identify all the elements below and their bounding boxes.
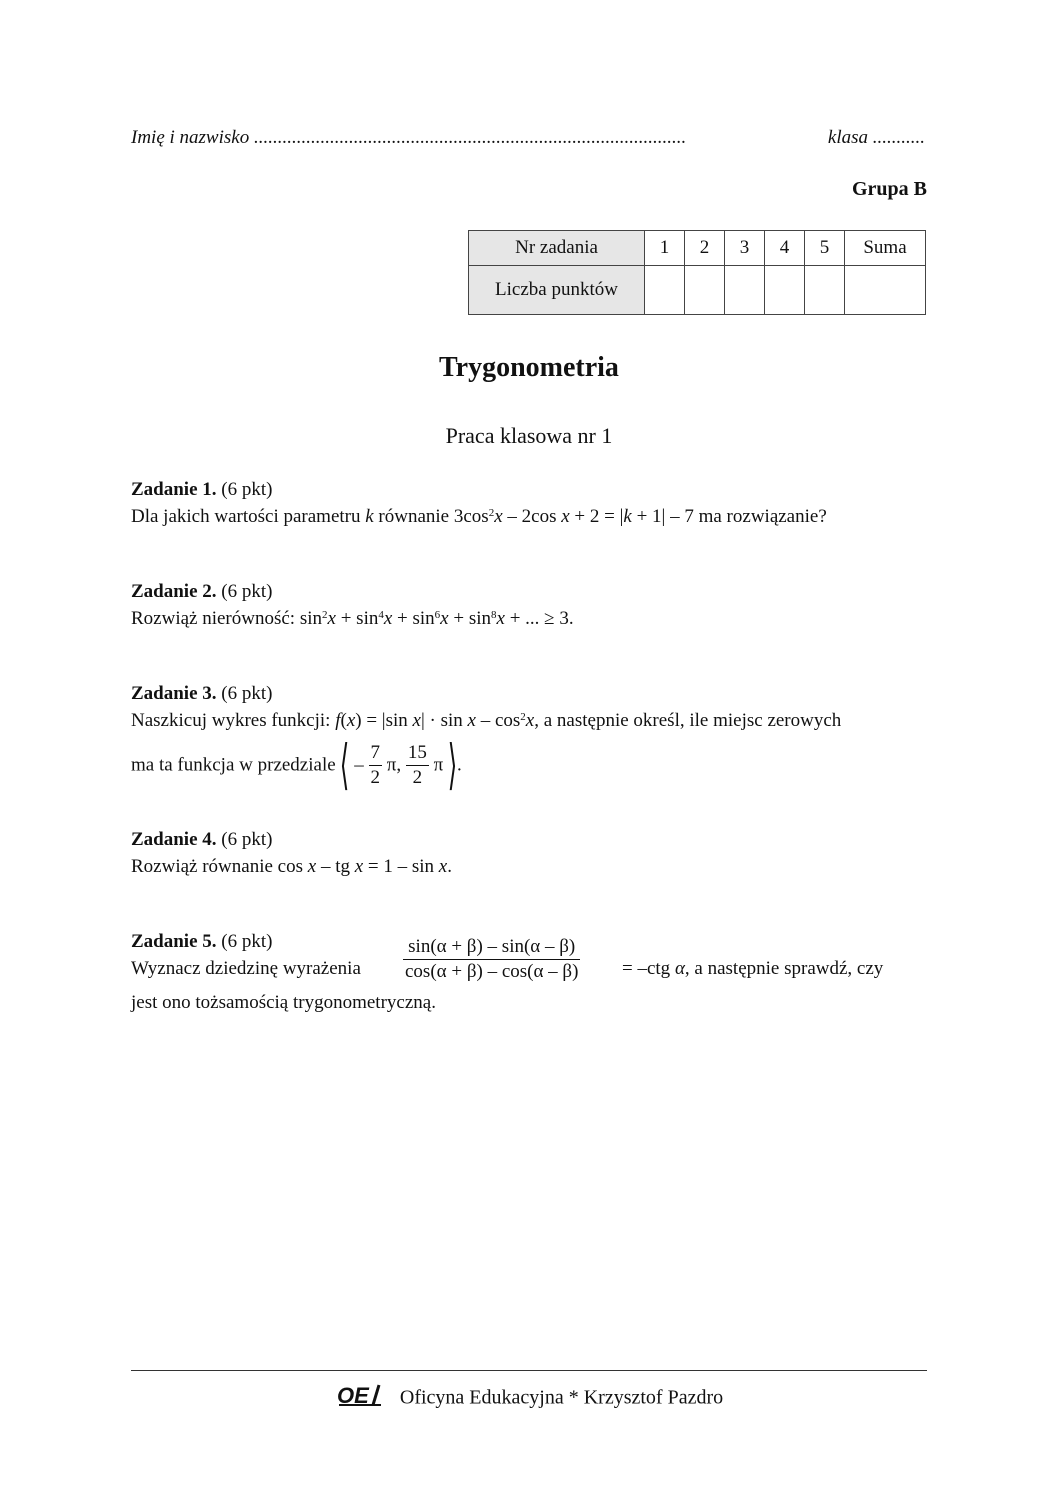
points-cell-sum[interactable] xyxy=(845,266,926,315)
task-points: (6 pkt) xyxy=(221,683,273,704)
publisher-logo xyxy=(335,1383,387,1413)
sum-column: Suma xyxy=(845,231,926,266)
task-title: Zadanie 4. xyxy=(131,829,217,850)
score-table-points-row xyxy=(469,266,926,315)
task-column-2: 2 xyxy=(685,231,725,266)
footer-divider xyxy=(131,1370,927,1371)
points-cell-3[interactable] xyxy=(725,266,765,315)
task-points: (6 pkt) xyxy=(221,581,273,602)
points-cell-4[interactable] xyxy=(765,266,805,315)
task-heading xyxy=(131,680,927,707)
score-table-header-row xyxy=(469,231,926,266)
page-subtitle: Praca klasowa nr 1 xyxy=(445,423,613,448)
task-text-line2: jest ono tożsamością trygonometryczną. xyxy=(131,992,436,1013)
task-5 xyxy=(131,928,927,1016)
page-title: Trygonometria xyxy=(439,352,619,383)
interval-line: ma ta funkcja w przedziale ⟨ – $\frac{7}{2}$ π, $\frac{15}{2}$ π ⟩. xyxy=(131,735,462,795)
score-table xyxy=(468,230,926,315)
fraction-seven-halves: $\frac{7}{2}$ xyxy=(370,741,380,788)
task-heading xyxy=(131,476,927,503)
task-column-1: 1 xyxy=(645,231,685,266)
task-heading xyxy=(131,826,927,853)
fraction-fifteen-halves: $\frac{15}{2}$ xyxy=(407,741,427,788)
class-field[interactable]: klasa ........... xyxy=(827,127,925,148)
footer xyxy=(0,1383,1058,1413)
task-title: Zadanie 3. xyxy=(131,683,217,704)
left-angle-bracket: ⟨ xyxy=(340,735,350,795)
svg-text:OE: OE xyxy=(336,1383,369,1407)
publisher-name: Oficyna Edukacyjna * Krzysztof Pazdro xyxy=(399,1386,724,1409)
task-column-4: 4 xyxy=(765,231,805,266)
task-4 xyxy=(131,826,927,880)
task-text: Rozwiąż nierówność: $\sin^2x + \sin^4x + \sin^6x + \sin^8x$ + ... ≥ 3. xyxy=(131,608,574,629)
task-title: Zadanie 5. xyxy=(131,931,217,952)
task-title: Zadanie 1. xyxy=(131,479,217,500)
task-text: Wyznacz dziedzinę wyrażenia $\frac{\sin(\alpha + \beta) - \sin(\alpha - \beta)}{\cos(\alpha + \beta) - \cos(\alpha - \beta)}$ = –ctg α, a następnie sprawdź, czy xyxy=(131,936,884,982)
task-column-5: 5 xyxy=(805,231,845,266)
task-heading xyxy=(131,578,927,605)
task-points: (6 pkt) xyxy=(221,931,273,952)
points-cell-1[interactable] xyxy=(645,266,685,315)
points-cell-2[interactable] xyxy=(685,266,725,315)
task-3 xyxy=(131,680,927,795)
task-number-label: Nr zadania xyxy=(469,231,645,266)
task-text: Rozwiąż równanie cos x – tg x = 1 – sin x. xyxy=(131,856,452,877)
task-text: Naszkicuj wykres funkcji: f(x) = |sin $x| \cdot \sin x - \cos^2x$, a następnie określ, ile miejsc zerowych xyxy=(131,710,842,731)
student-info-line xyxy=(131,127,927,155)
group-label: Grupa B xyxy=(851,178,927,200)
points-cell-5[interactable] xyxy=(805,266,845,315)
right-angle-bracket: ⟩ xyxy=(447,735,458,795)
points-label: Liczba punktów xyxy=(469,266,645,315)
task-points: (6 pkt) xyxy=(221,479,273,500)
name-field[interactable]: Imię i nazwisko ........................................................................................... xyxy=(131,127,687,148)
task-2 xyxy=(131,578,927,632)
task-title: Zadanie 2. xyxy=(131,581,217,602)
trig-fraction: $\frac{\sin(\alpha + \beta) - \sin(\alpha - \beta)}{\cos(\alpha + \beta) - \cos(\alpha - \beta)}$ xyxy=(405,936,579,982)
task-column-3: 3 xyxy=(725,231,765,266)
task-text: Dla jakich wartości parametru k równanie $3\cos^2x - 2\cos$ x + 2 = |k + 1| – 7 ma rozwiązanie? xyxy=(131,506,827,527)
task-1 xyxy=(131,476,927,530)
task-points: (6 pkt) xyxy=(221,829,273,850)
